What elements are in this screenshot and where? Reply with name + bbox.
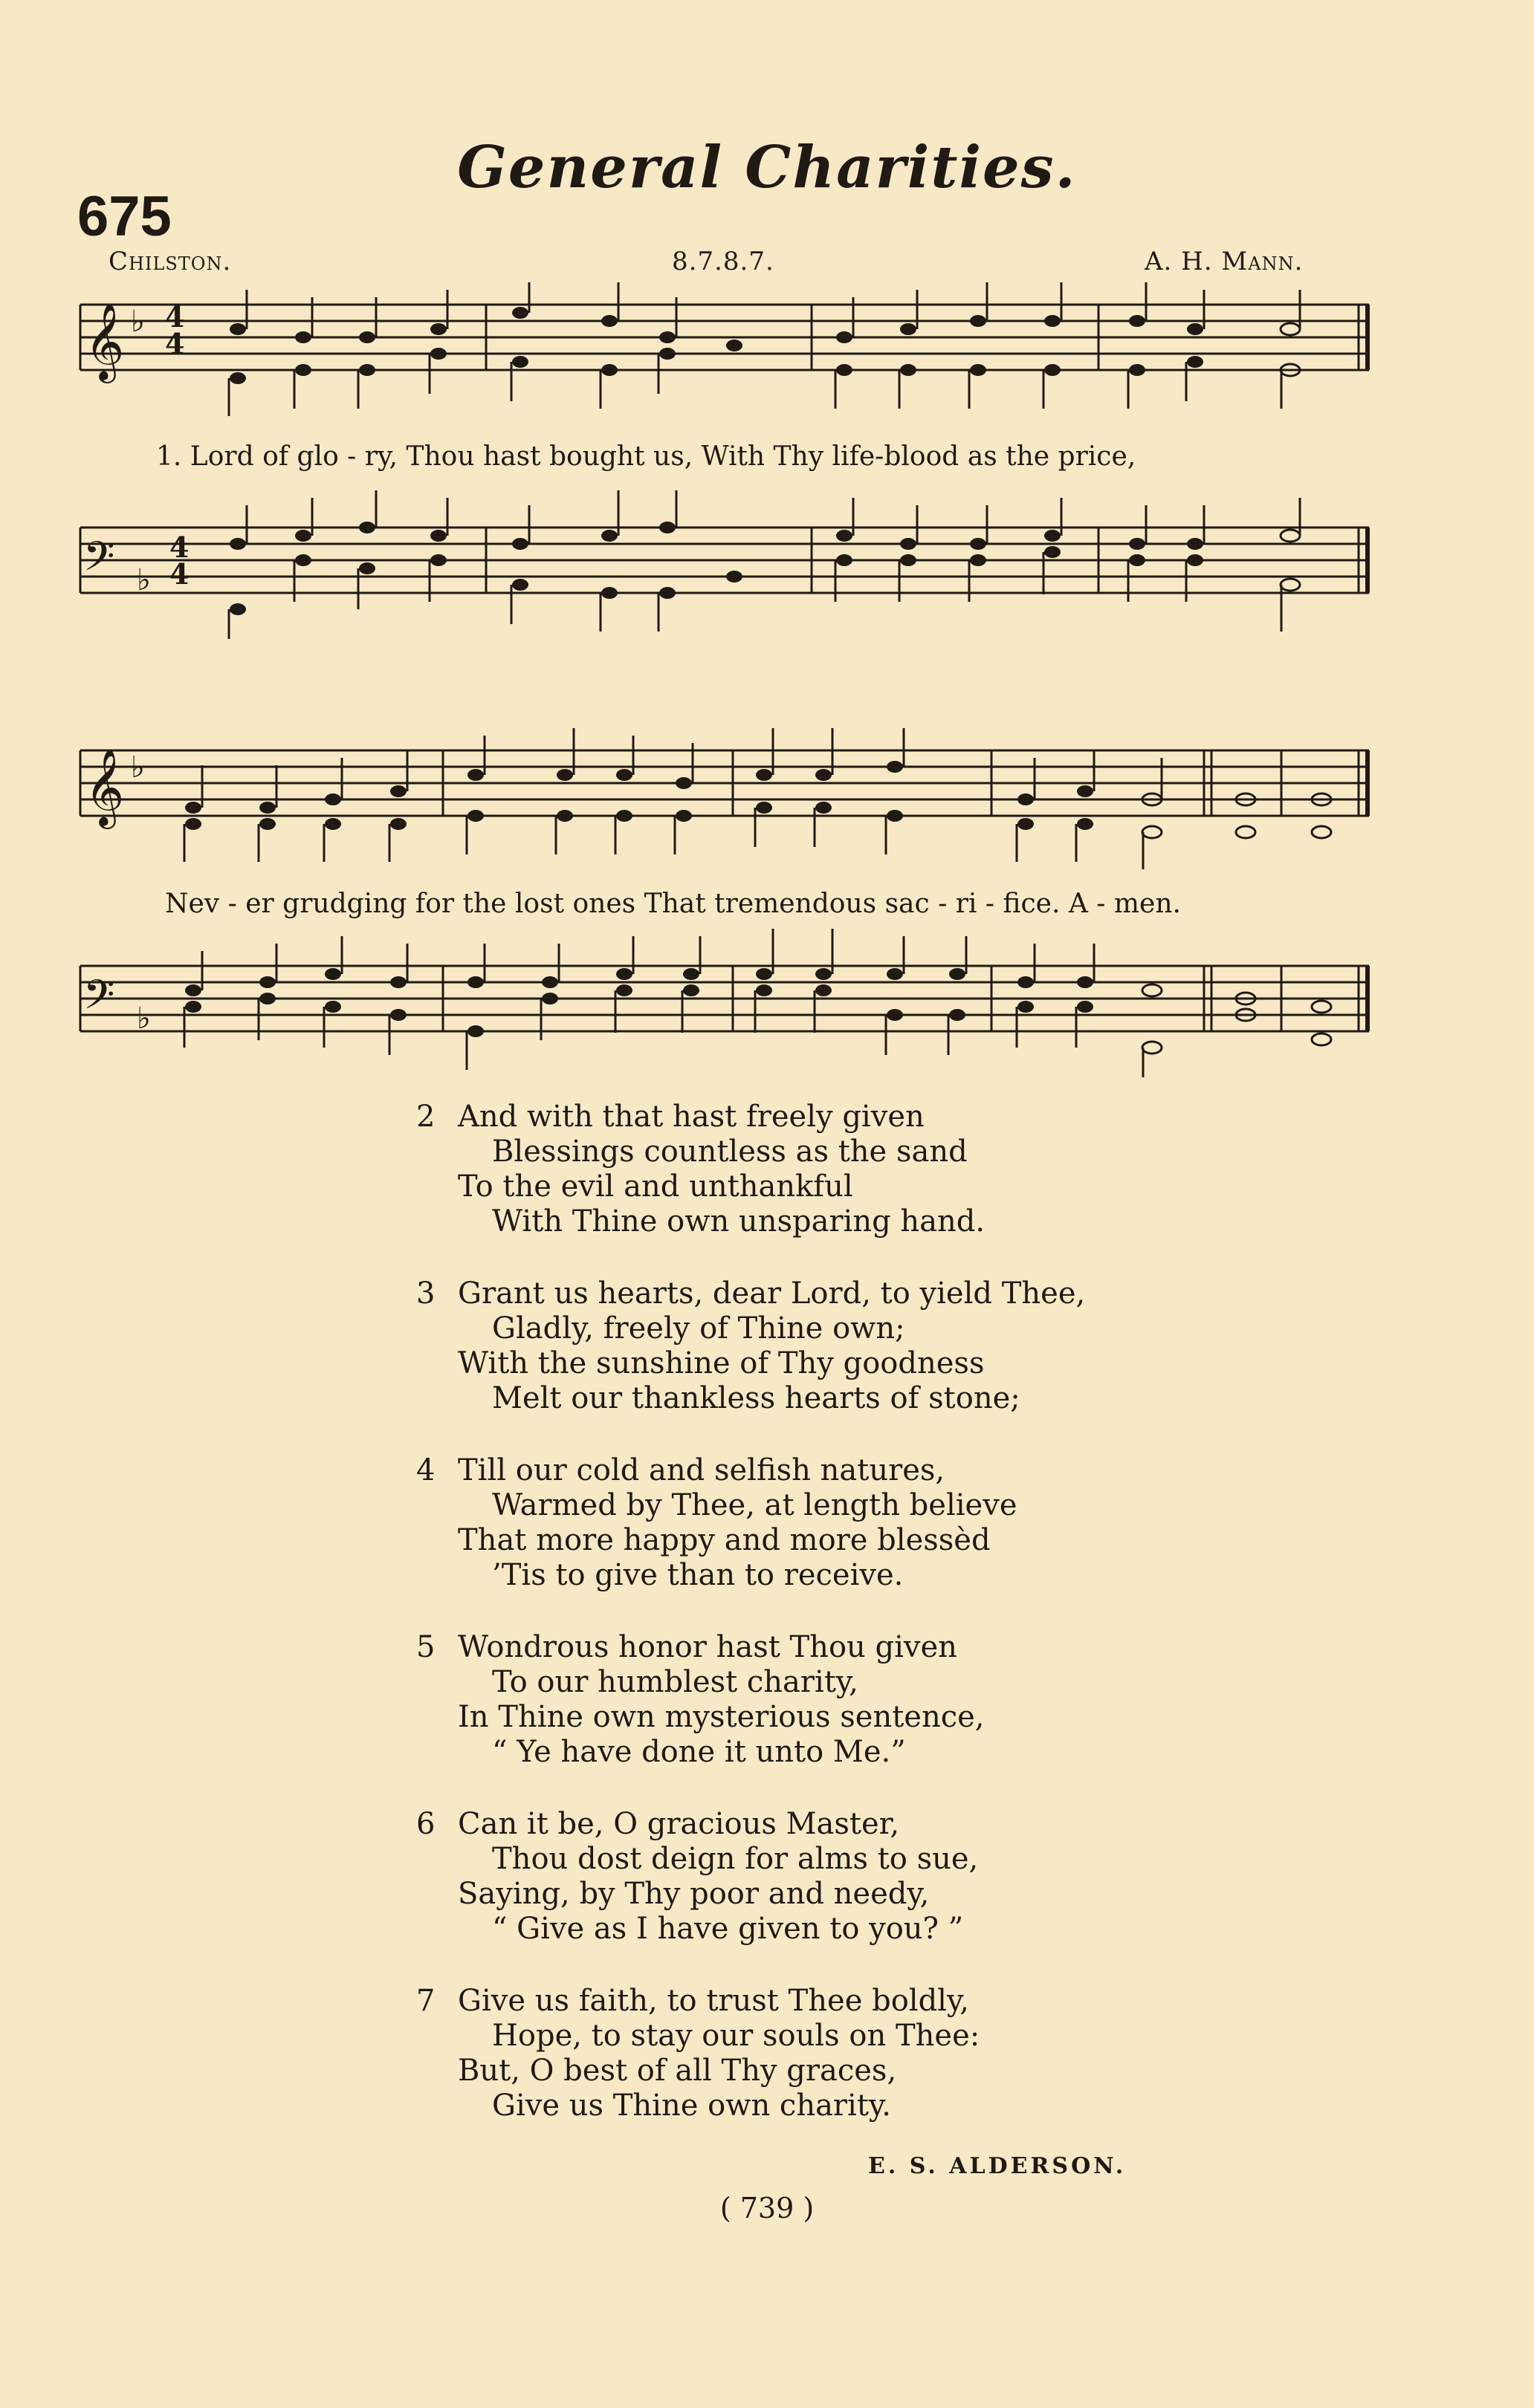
verse-line: Melt our thankless hearts of stone;: [492, 1381, 1020, 1415]
system1-treble-staff: [0, 282, 1534, 431]
svg-text:4: 4: [169, 530, 190, 564]
system2-bass-staff: [0, 929, 1534, 1077]
verse-line: In Thine own mysterious sentence,: [458, 1700, 985, 1734]
meter: 8.7.8.7.: [672, 247, 774, 276]
svg-text:♭: ♭: [137, 563, 151, 597]
verse-line: To the evil and unthankful: [458, 1169, 853, 1204]
svg-text:𝄢: 𝄢: [83, 533, 115, 590]
svg-text:4: 4: [165, 300, 185, 334]
verse-line: That more happy and more blessèd: [458, 1523, 991, 1557]
svg-text:𝄢: 𝄢: [83, 971, 115, 1028]
verse-number: 7: [416, 1984, 436, 2018]
svg-text:4: 4: [169, 557, 190, 591]
lyrics-line-1: 1. Lord of glo - ry, Thou hast bought us, With Thy life-blood as the price,: [156, 441, 1136, 472]
verse-4: [416, 1453, 1085, 1593]
verse-number: 3: [416, 1276, 436, 1311]
verse-line: ’Tis to give than to receive.: [492, 1558, 904, 1592]
verse-3: [416, 1276, 1085, 1416]
lyrics-line-2: Nev - er grudging for the lost ones That tremendous sac - ri - fice. A - men.: [165, 889, 1181, 919]
verse-line: With the sunshine of Thy goodness: [458, 1346, 985, 1380]
svg-text:♭: ♭: [137, 1002, 151, 1036]
verse-6: [416, 1807, 1085, 1947]
verse-line: Give us Thine own charity.: [492, 2089, 891, 2123]
verse-line: “ Give as I have given to you? ”: [492, 1912, 964, 1946]
verse-line: Till our cold and selfish natures,: [458, 1453, 945, 1487]
verse-line: Saying, by Thy poor and needy,: [458, 1877, 930, 1911]
verse-line: “ Ye have done it unto Me.”: [492, 1735, 906, 1769]
tune-name: Chilston.: [109, 247, 232, 276]
svg-text:♭: ♭: [131, 305, 145, 339]
verse-line: With Thine own unsparing hand.: [492, 1204, 986, 1239]
svg-text:4: 4: [165, 327, 185, 360]
verses: [416, 1100, 1085, 2161]
verse-line: Wondrous honor hast Thou given: [458, 1630, 957, 1664]
svg-text:𝄞: 𝄞: [85, 748, 125, 826]
svg-text:𝄞: 𝄞: [85, 302, 125, 380]
verse-line: Hope, to stay our souls on Thee:: [492, 2019, 980, 2053]
hymn-number: 675: [77, 185, 172, 248]
page-title: General Charities.: [457, 134, 1077, 201]
verse-7: [416, 1984, 1085, 2123]
system1-bass-staff: [0, 490, 1534, 639]
system2-treble-staff: [0, 728, 1534, 877]
verse-line: And with that hast freely given: [458, 1100, 925, 1134]
verse-line: But, O best of all Thy graces,: [458, 2054, 897, 2088]
verse-line: Warmed by Thee, at length believe: [492, 1488, 1017, 1522]
verse-line: Give us faith, to trust Thee boldly,: [458, 1984, 969, 2018]
verse-2: [416, 1100, 1085, 1239]
svg-text:♭: ♭: [131, 750, 145, 785]
composer: A. H. Mann.: [1145, 247, 1304, 276]
verse-line: Grant us hearts, dear Lord, to yield Thee,: [458, 1276, 1086, 1311]
verse-number: 5: [416, 1630, 436, 1664]
verse-number: 2: [416, 1100, 436, 1134]
verse-line: To our humblest charity,: [492, 1665, 858, 1699]
verse-line: Blessings countless as the sand: [492, 1135, 968, 1169]
verse-line: Thou dost deign for alms to sue,: [492, 1842, 979, 1876]
verse-number: 6: [416, 1807, 436, 1841]
page-number: ( 739 ): [719, 2192, 815, 2224]
author: E. S. ALDERSON.: [868, 2153, 1127, 2179]
verse-5: [416, 1630, 1085, 1770]
verse-number: 4: [416, 1453, 436, 1487]
verse-line: Gladly, freely of Thine own;: [492, 1311, 905, 1346]
verse-line: Can it be, O gracious Master,: [458, 1807, 900, 1841]
